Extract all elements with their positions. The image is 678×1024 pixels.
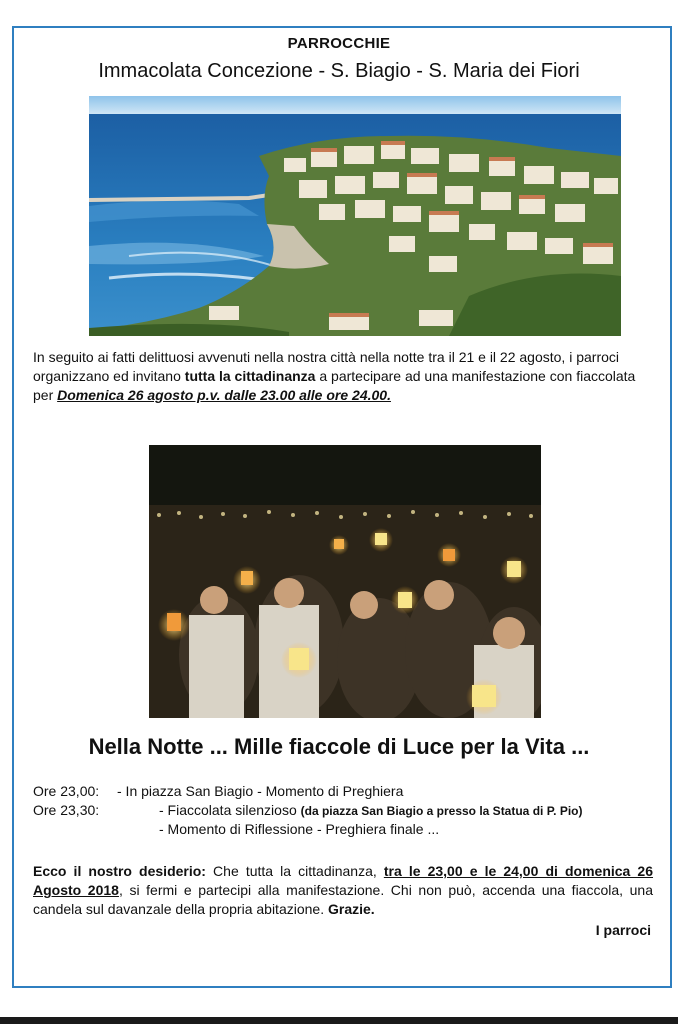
- schedule-list: [33, 782, 653, 839]
- coastal-town-photo: [89, 96, 621, 336]
- schedule-time: Ore 23,00:: [33, 783, 100, 799]
- schedule-row: [33, 801, 653, 820]
- closing-paragraph: [33, 862, 653, 919]
- intro-highlight-citizens: tutta la cittadinanza: [184, 368, 316, 384]
- schedule-row: [33, 782, 653, 801]
- schedule-row: [33, 820, 653, 839]
- parishes-label: PARROCCHIE: [287, 35, 391, 52]
- bottom-bar: [0, 1017, 678, 1024]
- closing-time-window: tra le 23,00 e le 24,00 di domenica 26 Agosto 2018: [33, 863, 654, 898]
- schedule-activity-text: - Fiaccolata silenzioso: [159, 802, 301, 818]
- closing-text-d: , si fermi e partecipi alla manifestazione. Chi non può, accenda una fiaccola, una candela sul davanzale della propria abitazione.: [33, 882, 653, 917]
- closing-text-b: Che tutta la cittadinanza,: [205, 863, 384, 879]
- event-headline: Nella Notte ... Mille fiaccole di Luce per la Vita ...: [88, 734, 590, 759]
- closing-lead: Ecco il nostro desiderio:: [33, 863, 206, 879]
- schedule-activity: - Momento di Riflessione - Preghiera finale ...: [159, 821, 440, 837]
- intro-paragraph: [33, 348, 653, 405]
- candlelight-procession-photo: [149, 445, 541, 718]
- schedule-time: Ore 23,30:: [33, 802, 100, 818]
- closing-thanks: Grazie.: [327, 901, 375, 917]
- schedule-route-note: (da piazza San Biagio a presso la Statua di P. Pio): [300, 804, 583, 818]
- intro-text-a: In seguito ai fatti delittuosi avvenuti nella nostra città nella notte tra il 21 e il 22 agosto, i parroci organizzano ed invitano: [33, 349, 620, 384]
- intro-text-c: a partecipare ad una manifestazione con fiaccolata per: [33, 368, 636, 403]
- intro-date-time: Domenica 26 agosto p.v. dalle 23.00 alle ore 24.00.: [57, 387, 391, 403]
- parishes-names: Immacolata Concezione - S. Biagio - S. Maria dei Fiori: [98, 60, 580, 82]
- schedule-activity: - In piazza San Biagio - Momento di Preghiera: [117, 783, 404, 799]
- schedule-activity: [159, 801, 582, 821]
- signature: I parroci: [595, 922, 651, 938]
